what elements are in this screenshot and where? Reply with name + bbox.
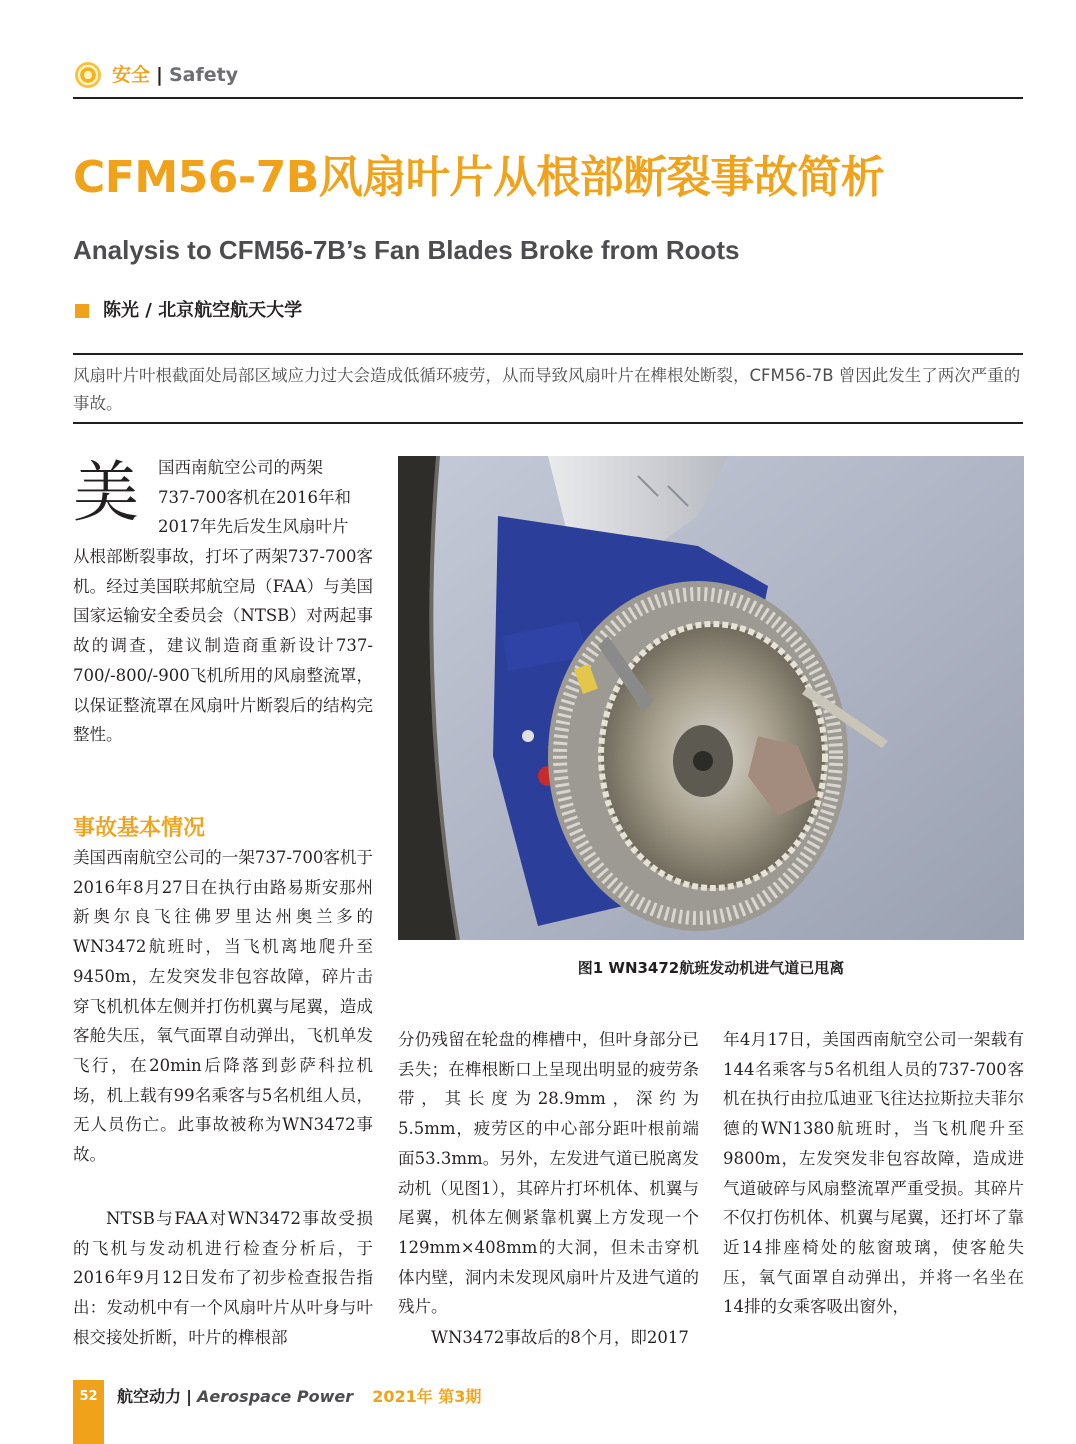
- abstract: 风扇叶片叶根截面处局部区域应力过大会造成低循环疲劳，从而导致风扇叶片在榫根处断裂，CFM56-7B 曾因此发生了两次严重的事故。: [73, 366, 1021, 413]
- article-title-en: Analysis to CFM56-7B’s Fan Blades Broke from Roots: [73, 235, 740, 265]
- page-number: 52: [79, 1389, 98, 1404]
- body-paragraph: 年4月17日，美国西南航空公司一架载有144名乘客与5名机组人员的737-700客机在执行由拉瓜迪亚飞往达拉斯拉夫菲尔德的WN1380航班时，当飞机爬升至9800m，左发突发非包容故障，造成进气道破碎与风扇整流罩严重受损。其碎片不仅打伤机体、机翼与尾翼，还打坏了靠近14排座椅处的舷窗玻璃，使客舱失压，氧气面罩自动弹出，并将一名坐在14排的女乘客吸出窗外，: [723, 1030, 1024, 1317]
- body-paragraph: 美国西南航空公司的一架737-700客机于2016年8月27日在执行由路易斯安那州新奥尔良飞往佛罗里达州奥兰多的WN3472航班时，当飞机离地爬升至9450m，左发突发非包容故障，碎片击穿飞机机体左侧并打伤机翼与尾翼，造成客舱失压，氧气面罩自动弹出，飞机单发飞行，在20min后降落到彭萨科拉机场，机上载有99名乘客与5名机组人员，无人员伤亡。此事故被称为WN3472事故。: [73, 848, 373, 1165]
- issue-label: 2021年 第3期: [372, 1387, 482, 1406]
- magazine-name-en: Aerospace Power: [197, 1387, 354, 1406]
- section-heading: 事故基本情况: [73, 816, 206, 841]
- body-paragraph: 分仍残留在轮盘的榫槽中，但叶身部分已丢失；在榫根断口上呈现出明显的疲劳条带，其长度为28.9mm，深约为5.5mm，疲劳区的中心部分距叶根前端面53.3mm。另外，左发进气道已脱离发动机（见图1），其碎片打坏机体、机翼与尾翼，机体左侧紧靠机翼上方发现一个129mm×408mm的大洞，但未击穿机体内壁，洞内未发现风扇叶片及进气道的残片。: [398, 1030, 699, 1317]
- engine-illustration: [398, 456, 1024, 940]
- engine-photo: [398, 456, 1024, 940]
- drop-cap: 美: [73, 454, 139, 531]
- abstract-rule-top: [73, 353, 1023, 355]
- intro-line: 国西南航空公司的两架: [158, 458, 323, 477]
- intro-paragraph: 从根部断裂事故，打坏了两架737-700客机。经过美国联邦航空局（FAA）与美国国家运输安全委员会（NTSB）对两起事故的调查，建议制造商重新设计737-700/-800/-900飞机所用的风扇整流罩，以保证整流罩在风扇叶片断裂后的结构完整性。: [73, 547, 373, 745]
- intro-line: 737-700客机在2016年和: [158, 487, 352, 507]
- header-rule: [73, 97, 1023, 99]
- figure-caption: 图1 WN3472航班发动机进气道已甩离: [577, 959, 845, 977]
- footer-separator: |: [186, 1387, 192, 1406]
- intro-lines: [158, 453, 373, 542]
- footer: [117, 1384, 481, 1410]
- magazine-name-cn: 航空动力: [117, 1387, 182, 1406]
- section-label: [112, 62, 238, 88]
- author-line: 陈光 / 北京航空航天大学: [103, 300, 303, 321]
- body-paragraph: WN3472事故后的8个月，即2017: [431, 1328, 689, 1347]
- section-label-separator: |: [156, 64, 163, 86]
- section-label-cn: 安全: [112, 64, 151, 86]
- author-marker: [75, 304, 89, 318]
- section-label-en: Safety: [168, 64, 239, 86]
- section-logo-icon: [75, 62, 101, 88]
- abstract-rule-bottom: [73, 422, 1023, 424]
- body-paragraph: NTSB与FAA对WN3472事故受损的飞机与发动机进行检查分析后，于2016年9月12日发布了初步检查报告指出：发动机中有一个风扇叶片从叶身与叶根交接处折断，叶片的榫根部: [73, 1209, 373, 1347]
- intro-line: 2017年先后发生风扇叶片: [158, 517, 349, 537]
- article-title-cn: CFM56-7B风扇叶片从根部断裂事故简析: [73, 152, 885, 203]
